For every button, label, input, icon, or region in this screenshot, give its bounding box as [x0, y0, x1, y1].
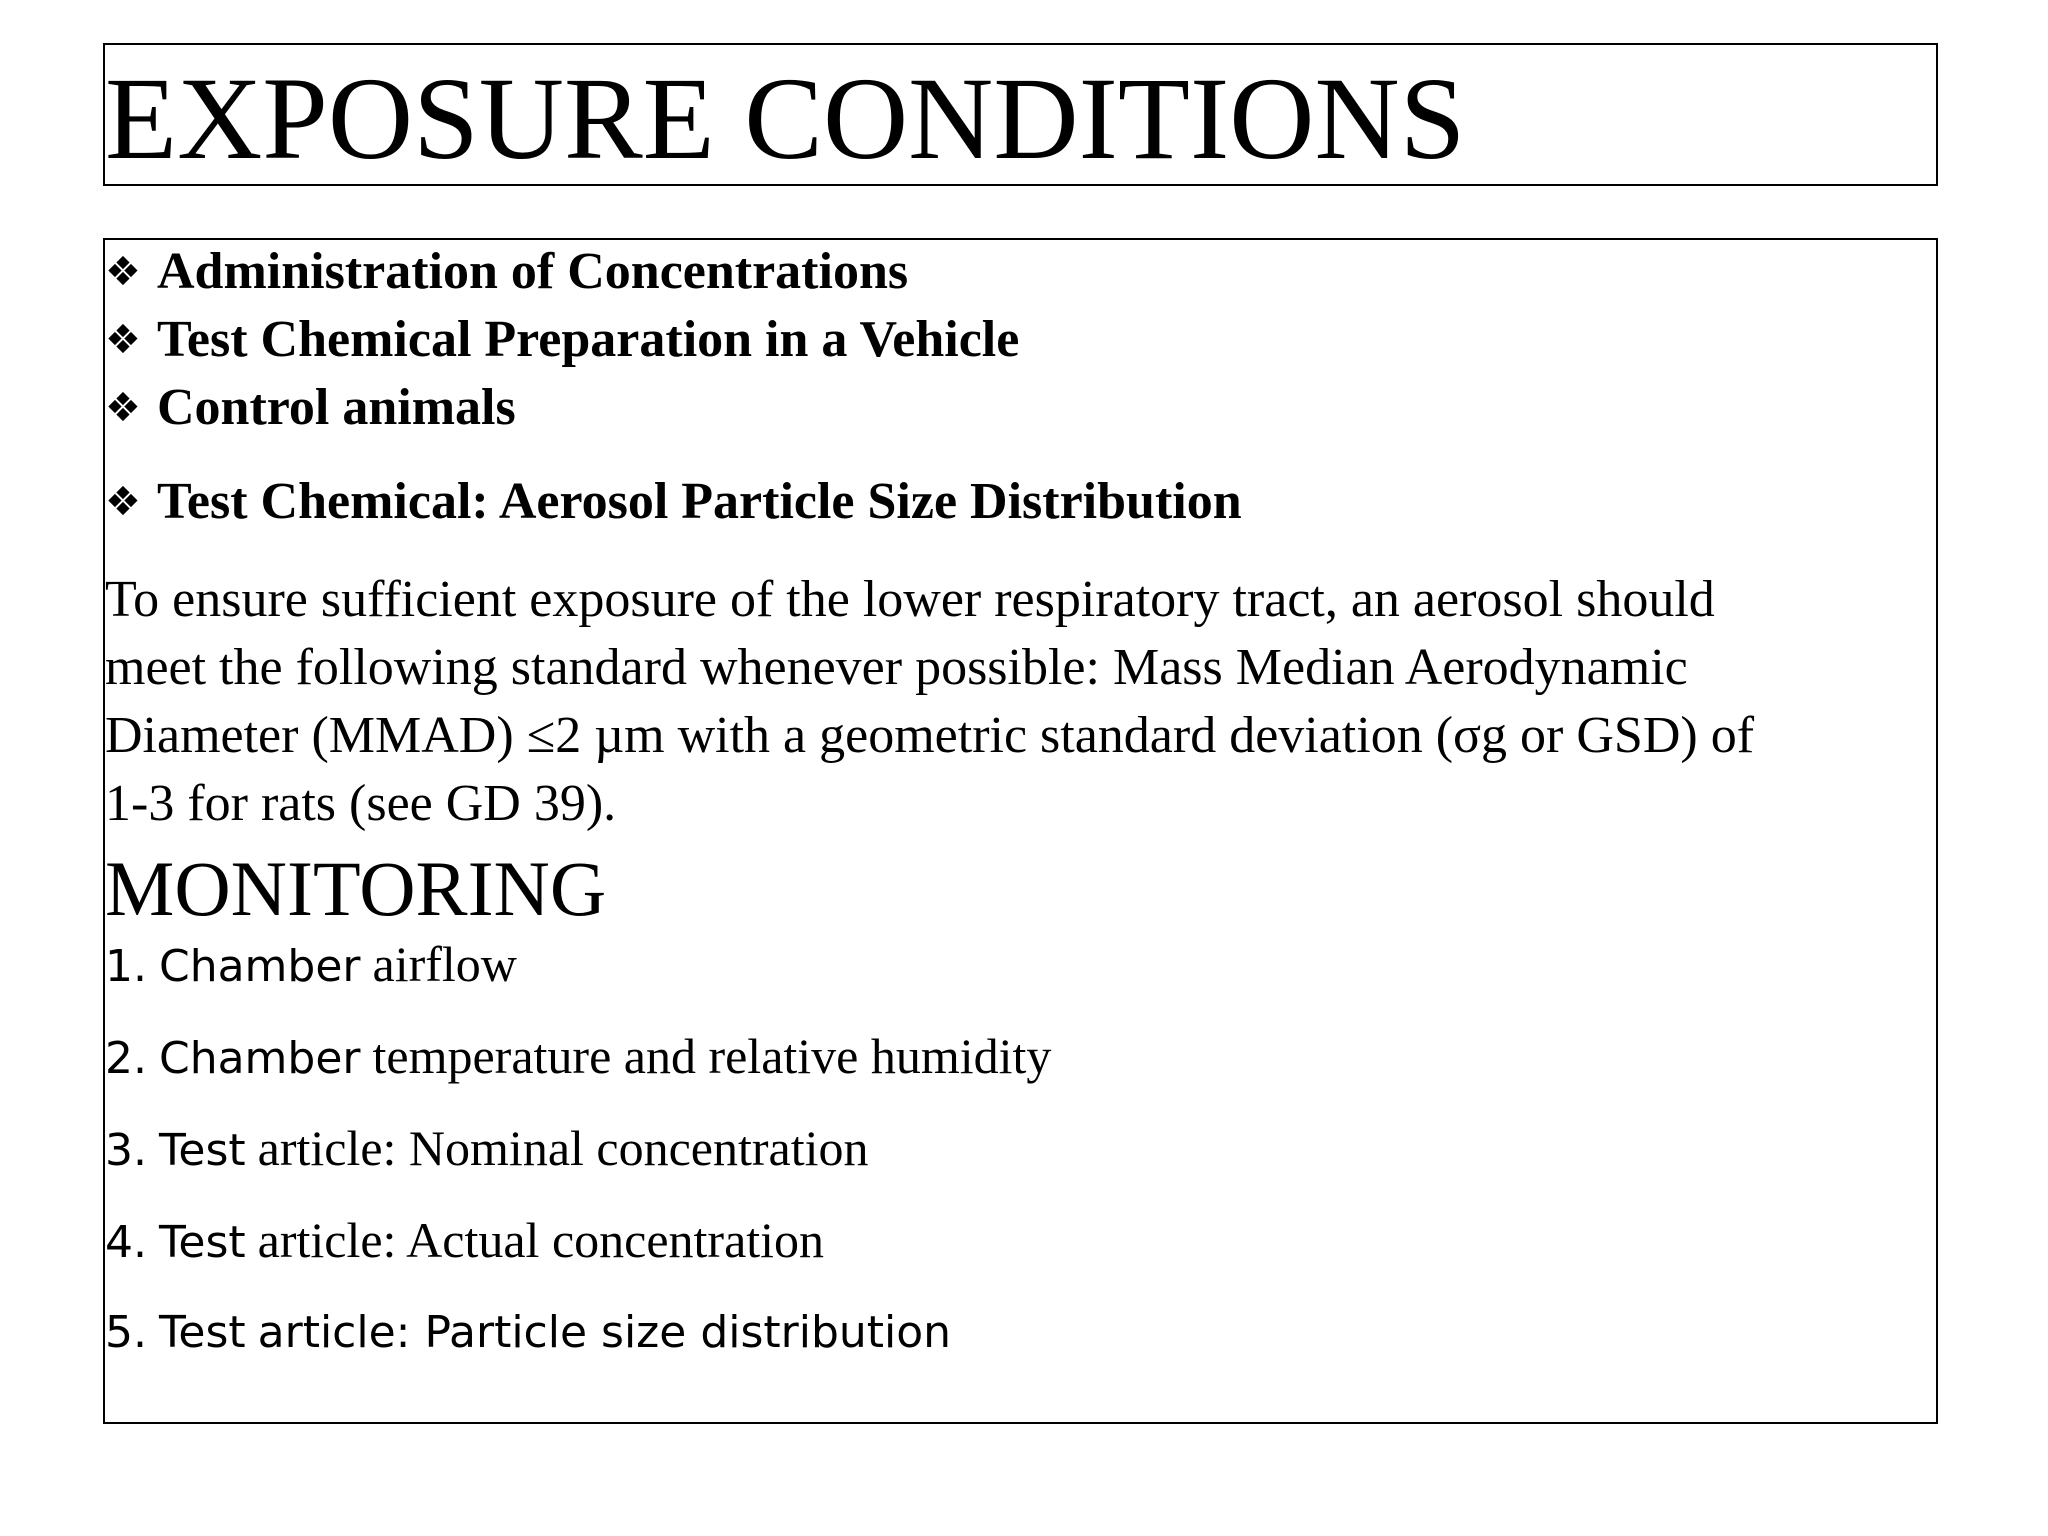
paragraph-line: meet the following standard whenever possible: Mass Median Aerodynamic — [105, 639, 1688, 696]
title-box — [103, 43, 1938, 186]
item-number: 4. — [105, 1217, 147, 1268]
bullet-text: Control animals — [157, 379, 516, 436]
bullet-text: Test Chemical Preparation in a Vehicle — [157, 311, 1020, 368]
paragraph-line: 1-3 for rats (see GD 39). — [105, 775, 617, 832]
slide-title: EXPOSURE CONDITIONS — [105, 53, 1466, 184]
item-number: 5. — [105, 1307, 147, 1358]
item-text: article: Particle size distribution — [257, 1307, 952, 1358]
item-prefix: Chamber — [158, 1033, 361, 1084]
item-text: temperature and relative humidity — [372, 1028, 1052, 1084]
monitoring-item — [105, 1210, 824, 1273]
monitoring-item — [105, 1026, 1051, 1089]
monitoring-item — [105, 1302, 951, 1363]
monitoring-heading: MONITORING — [105, 845, 607, 932]
bullet-text: Test Chemical: Aerosol Particle Size Distribution — [157, 473, 1242, 530]
item-prefix: Test — [158, 1125, 246, 1176]
item-number: 3. — [105, 1125, 147, 1176]
monitoring-item — [105, 1118, 869, 1181]
diamond-four-bullet-icon: ❖ — [105, 385, 141, 431]
diamond-four-bullet-icon: ❖ — [105, 479, 141, 525]
bullet-item — [105, 308, 1019, 372]
diamond-four-bullet-icon: ❖ — [105, 317, 141, 363]
item-prefix: Chamber — [158, 941, 361, 992]
item-number: 2. — [105, 1033, 147, 1084]
paragraph-line: Diameter (MMAD) ≤2 µm with a geometric standard deviation (σg or GSD) of — [105, 707, 1755, 764]
bullet-item — [105, 470, 1242, 534]
bullet-item — [105, 376, 516, 440]
bullet-item — [105, 240, 908, 304]
item-text: airflow — [372, 936, 517, 992]
item-text: article: Actual concentration — [257, 1212, 825, 1268]
item-number: 1. — [105, 941, 147, 992]
monitoring-item — [105, 934, 517, 997]
paragraph-line: To ensure sufficient exposure of the lower respiratory tract, an aerosol should — [105, 571, 1715, 628]
item-prefix: Test — [158, 1307, 246, 1358]
bullet-text: Administration of Concentrations — [157, 243, 909, 300]
content-box — [103, 238, 1938, 1424]
diamond-four-bullet-icon: ❖ — [105, 249, 141, 295]
item-text: article: Nominal concentration — [257, 1120, 869, 1176]
item-prefix: Test — [158, 1217, 246, 1268]
aerosol-paragraph — [105, 566, 1935, 838]
